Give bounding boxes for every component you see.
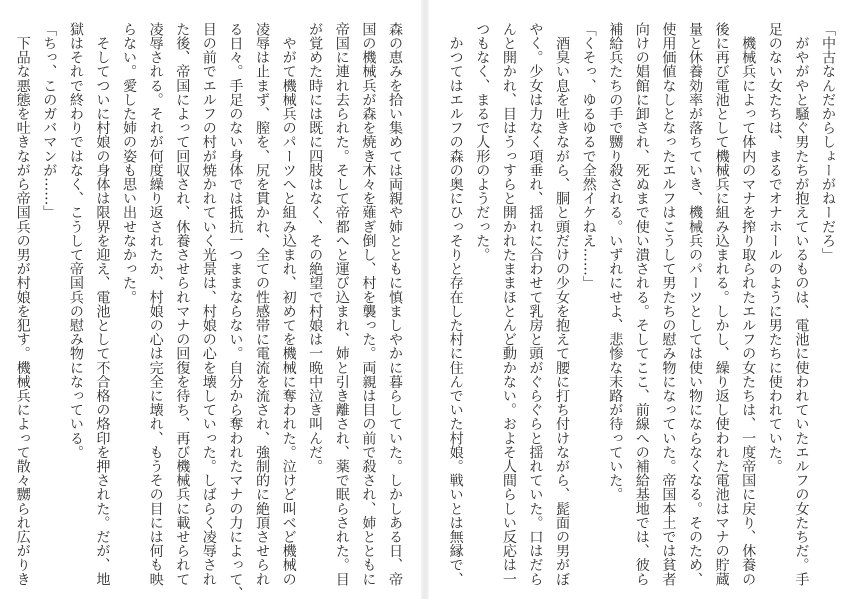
text-line: 機械兵によって体内のマナを搾り取られたエルフの女たちは、一度帝国に戻り、休養の xyxy=(740,22,757,586)
text-line: かつてはエルフの森の奥にひっそりと存在した村に住んでいた村娘。戦いとは無縁で、 xyxy=(447,22,464,586)
text-line: んと開かれ、目はうっすらと開かれたままほとんど動かない。およそ人間らしい反応は一 xyxy=(500,22,517,586)
text-line: 足のない女たちは、まるでオナホールのように男たちに使われていた。 xyxy=(766,22,783,474)
text-line: 「くそっ、ゆるゆるで全然イケねえ……」 xyxy=(580,22,597,290)
text-line: 酒臭い息を吐きながら、胴と頭だけの少女を抱えて腰に打ち付けながら、髭面の男がぼ xyxy=(554,22,571,586)
text-line: 後に再び電池として機械兵に組み込まれる。しかし、繰り返し使われた電池はマナの貯蔵 xyxy=(713,22,730,586)
text-line: 森の恵みを拾い集めては両親や姉とともに慎ましやかに暮らしていた。しかしある日、帝 xyxy=(387,22,403,586)
book-gutter xyxy=(421,0,429,599)
text-line: 凌辱される。それが何度繰り返されたか、村娘の心は完全に壊れ、もうその目には何も映 xyxy=(147,22,164,586)
text-line: 帝国に連れ去られた。そして帝都へと運び込まれ、姉と引き離され、薬で眠らされた。目 xyxy=(333,22,350,586)
text-line: 向けの娼館に卸され、死ぬまで使い潰される。そしてここ、前線への補給基地では、彼ら xyxy=(633,22,650,586)
text-line: る日々。手足のない身体では抵抗一つままならない。自分から奪われたマナの力によって、 xyxy=(227,22,244,600)
text-line: やがて機械兵のパーツへと組み込まれ、初めてを機械に奪われた。泣けど叫べど機械の xyxy=(280,22,297,586)
text-line: らない。愛した姉の姿も思い出せなかった。 xyxy=(121,22,138,304)
text-line: た後、帝国によって回収され、休養させられマナの回復を待ち、再び機械兵に載せられて xyxy=(174,22,191,586)
text-line: が覚めた時には既に四肢はなく、その絶望で村娘は一晩中泣き叫んだ。 xyxy=(307,22,324,474)
text-line: 補給兵たちの手で嬲り殺される。いずれにせよ、悲惨な末路が待っていた。 xyxy=(607,22,624,502)
text-line: そしてついに村娘の身体は限界を迎え、電池として不合格の烙印を押された。だが、地 xyxy=(94,22,111,586)
text-line: 「中古なんだからしょーがねーだろ」 xyxy=(820,22,836,262)
right-page-text xyxy=(441,22,841,592)
text-line: 凌辱は止まず、膣を、尻を貫かれ、全ての性感帯に電流を流され、強制的に絶頂させられ xyxy=(254,22,271,586)
text-line: 獄はそれで終わりではなく、こうして帝国兵の慰み物になっている。 xyxy=(67,22,84,460)
text-line: つもなく、まるで人形のようだった。 xyxy=(474,22,491,262)
text-line: 下品な悪態を吐きながら帝国兵の男が村娘を犯す。機械兵によって散々嬲られ広がりき xyxy=(14,22,31,586)
left-page-text xyxy=(8,22,408,600)
text-line: 量と休養効率が落ちていき、機械兵のパーツとしては使い物にならなくなる。そのため、 xyxy=(687,22,704,586)
text-line: 目の前でエルフの村が焼かれていく光景は、村娘の心を壊していった。しばらく凌辱され xyxy=(200,22,217,586)
text-line: 「ちっ、このガバマンが……」 xyxy=(41,22,58,220)
text-line: がやがやと騒ぐ男たちが抱えているものは、電池に使われていたエルフの女たちだ。手 xyxy=(793,22,810,586)
text-line: 使用価値なしとなったエルフはこうして男たちの慰み物になっていた。帝国本土では貧者 xyxy=(660,22,677,586)
text-line: やく。少女は力なく項垂れ、揺れに合わせて乳房と頭がぐらぐらと揺れていた。口はだら xyxy=(527,22,544,586)
text-line: 国の機械兵が森を焼き木々を薙ぎ倒し、村を襲った。両親は目の前で殺され、姉とともに xyxy=(360,22,377,586)
